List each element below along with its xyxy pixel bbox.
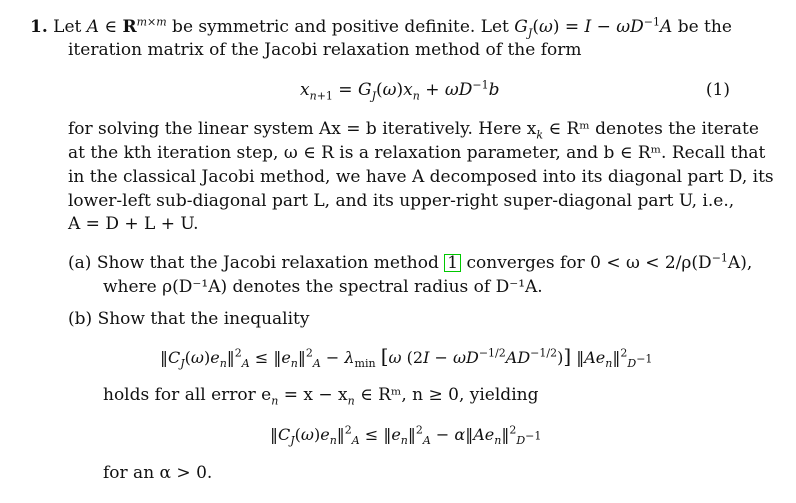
part-b-line2: holds for all error $e_n = x - x_n$ ∈ Rᵐ, n ≥ 0, yielding bbox=[103, 385, 539, 408]
paragraph-line3: in the classical Jacobi method, we have A decomposed into its diagonal part D, its bbox=[68, 167, 774, 187]
intro-text-b: be symmetric and positive definite. Let bbox=[166, 17, 515, 37]
equation-1: $x_{n+1} = G_J(\omega)x_n + \omega D^{-1}b$ bbox=[300, 78, 500, 103]
part-a-label: (a) bbox=[68, 253, 92, 273]
part-a-line1: (a) Show that the Jacobi relaxation method 1 converges for $0 < \omega < 2/\rho(D^{-1}A)$, bbox=[68, 251, 753, 273]
paragraph-line2: at the kth iteration step, ω ∈ R is a relaxation parameter, and b ∈ Rᵐ. Recall that bbox=[68, 143, 766, 163]
paragraph-line4: lower-left sub-diagonal part L, and its upper-right super-diagonal part U, i.e., bbox=[68, 191, 735, 211]
problem-intro-line2: iteration matrix of the Jacobi relaxation method of the form bbox=[68, 40, 582, 60]
equation-1-label: (1) bbox=[705, 80, 730, 100]
problem-intro-line1: 1. Let A ∈ $R^{m\times m}$ be symmetric and positive definite. Let $G_J(\omega) = I - \omega D^{-1}A$ be the bbox=[30, 15, 732, 40]
part-a-text-a: Show that the Jacobi relaxation method bbox=[96, 253, 439, 273]
part-b-text-2c: ∈ Rᵐ, n ≥ 0, yielding bbox=[354, 385, 539, 405]
part-b-text: Show that the inequality bbox=[97, 309, 310, 329]
equation-ref-number: 1 bbox=[447, 253, 459, 273]
problem-number: 1. bbox=[30, 17, 48, 37]
part-b-line3: for an α > 0. bbox=[103, 463, 213, 483]
part-b-text-2b: = x − x bbox=[278, 385, 348, 405]
part-a-text-b: converges for 0 < ω < 2/ρ(D bbox=[466, 253, 712, 273]
paragraph-line5: A = D + L + U. bbox=[68, 214, 199, 234]
part-a-text-c: A), bbox=[727, 253, 753, 273]
part-b-line1 bbox=[68, 309, 309, 329]
part-b-label: (b) bbox=[68, 309, 93, 329]
part-b-text-2a: holds for all error e bbox=[103, 385, 272, 405]
inequality-2: $‖C_J(\omega)e_n‖^2_A$ ≤ $‖e_n‖^2_A$ − $\alpha‖Ae_n‖^2_{D^{-1}}$ bbox=[270, 423, 542, 448]
equation-ref-link[interactable] bbox=[444, 254, 461, 272]
para1-text-b: ∈ Rᵐ denotes the iterate bbox=[543, 119, 759, 139]
paragraph-line1: for solving the linear system Ax = b iteratively. Here $x_k$ ∈ Rᵐ denotes the iterate bbox=[68, 119, 759, 142]
part-a-line2: where ρ(D⁻¹A) denotes the spectral radius of D⁻¹A. bbox=[103, 277, 543, 297]
inequality-1: $‖C_J(\omega)e_n‖^2_A$ ≤ $‖e_n‖^2_A - \lambda_{min}$ [ω $(2I - \omega D^{-1/2}AD^{-1/2})$] $‖Ae_n‖^2_{D^{-1}}$ bbox=[160, 344, 653, 371]
intro-text-c: be the bbox=[672, 17, 732, 37]
para1-text: for solving the linear system Ax = b iteratively. Here x bbox=[68, 119, 537, 139]
intro-text-a: Let bbox=[53, 17, 87, 37]
